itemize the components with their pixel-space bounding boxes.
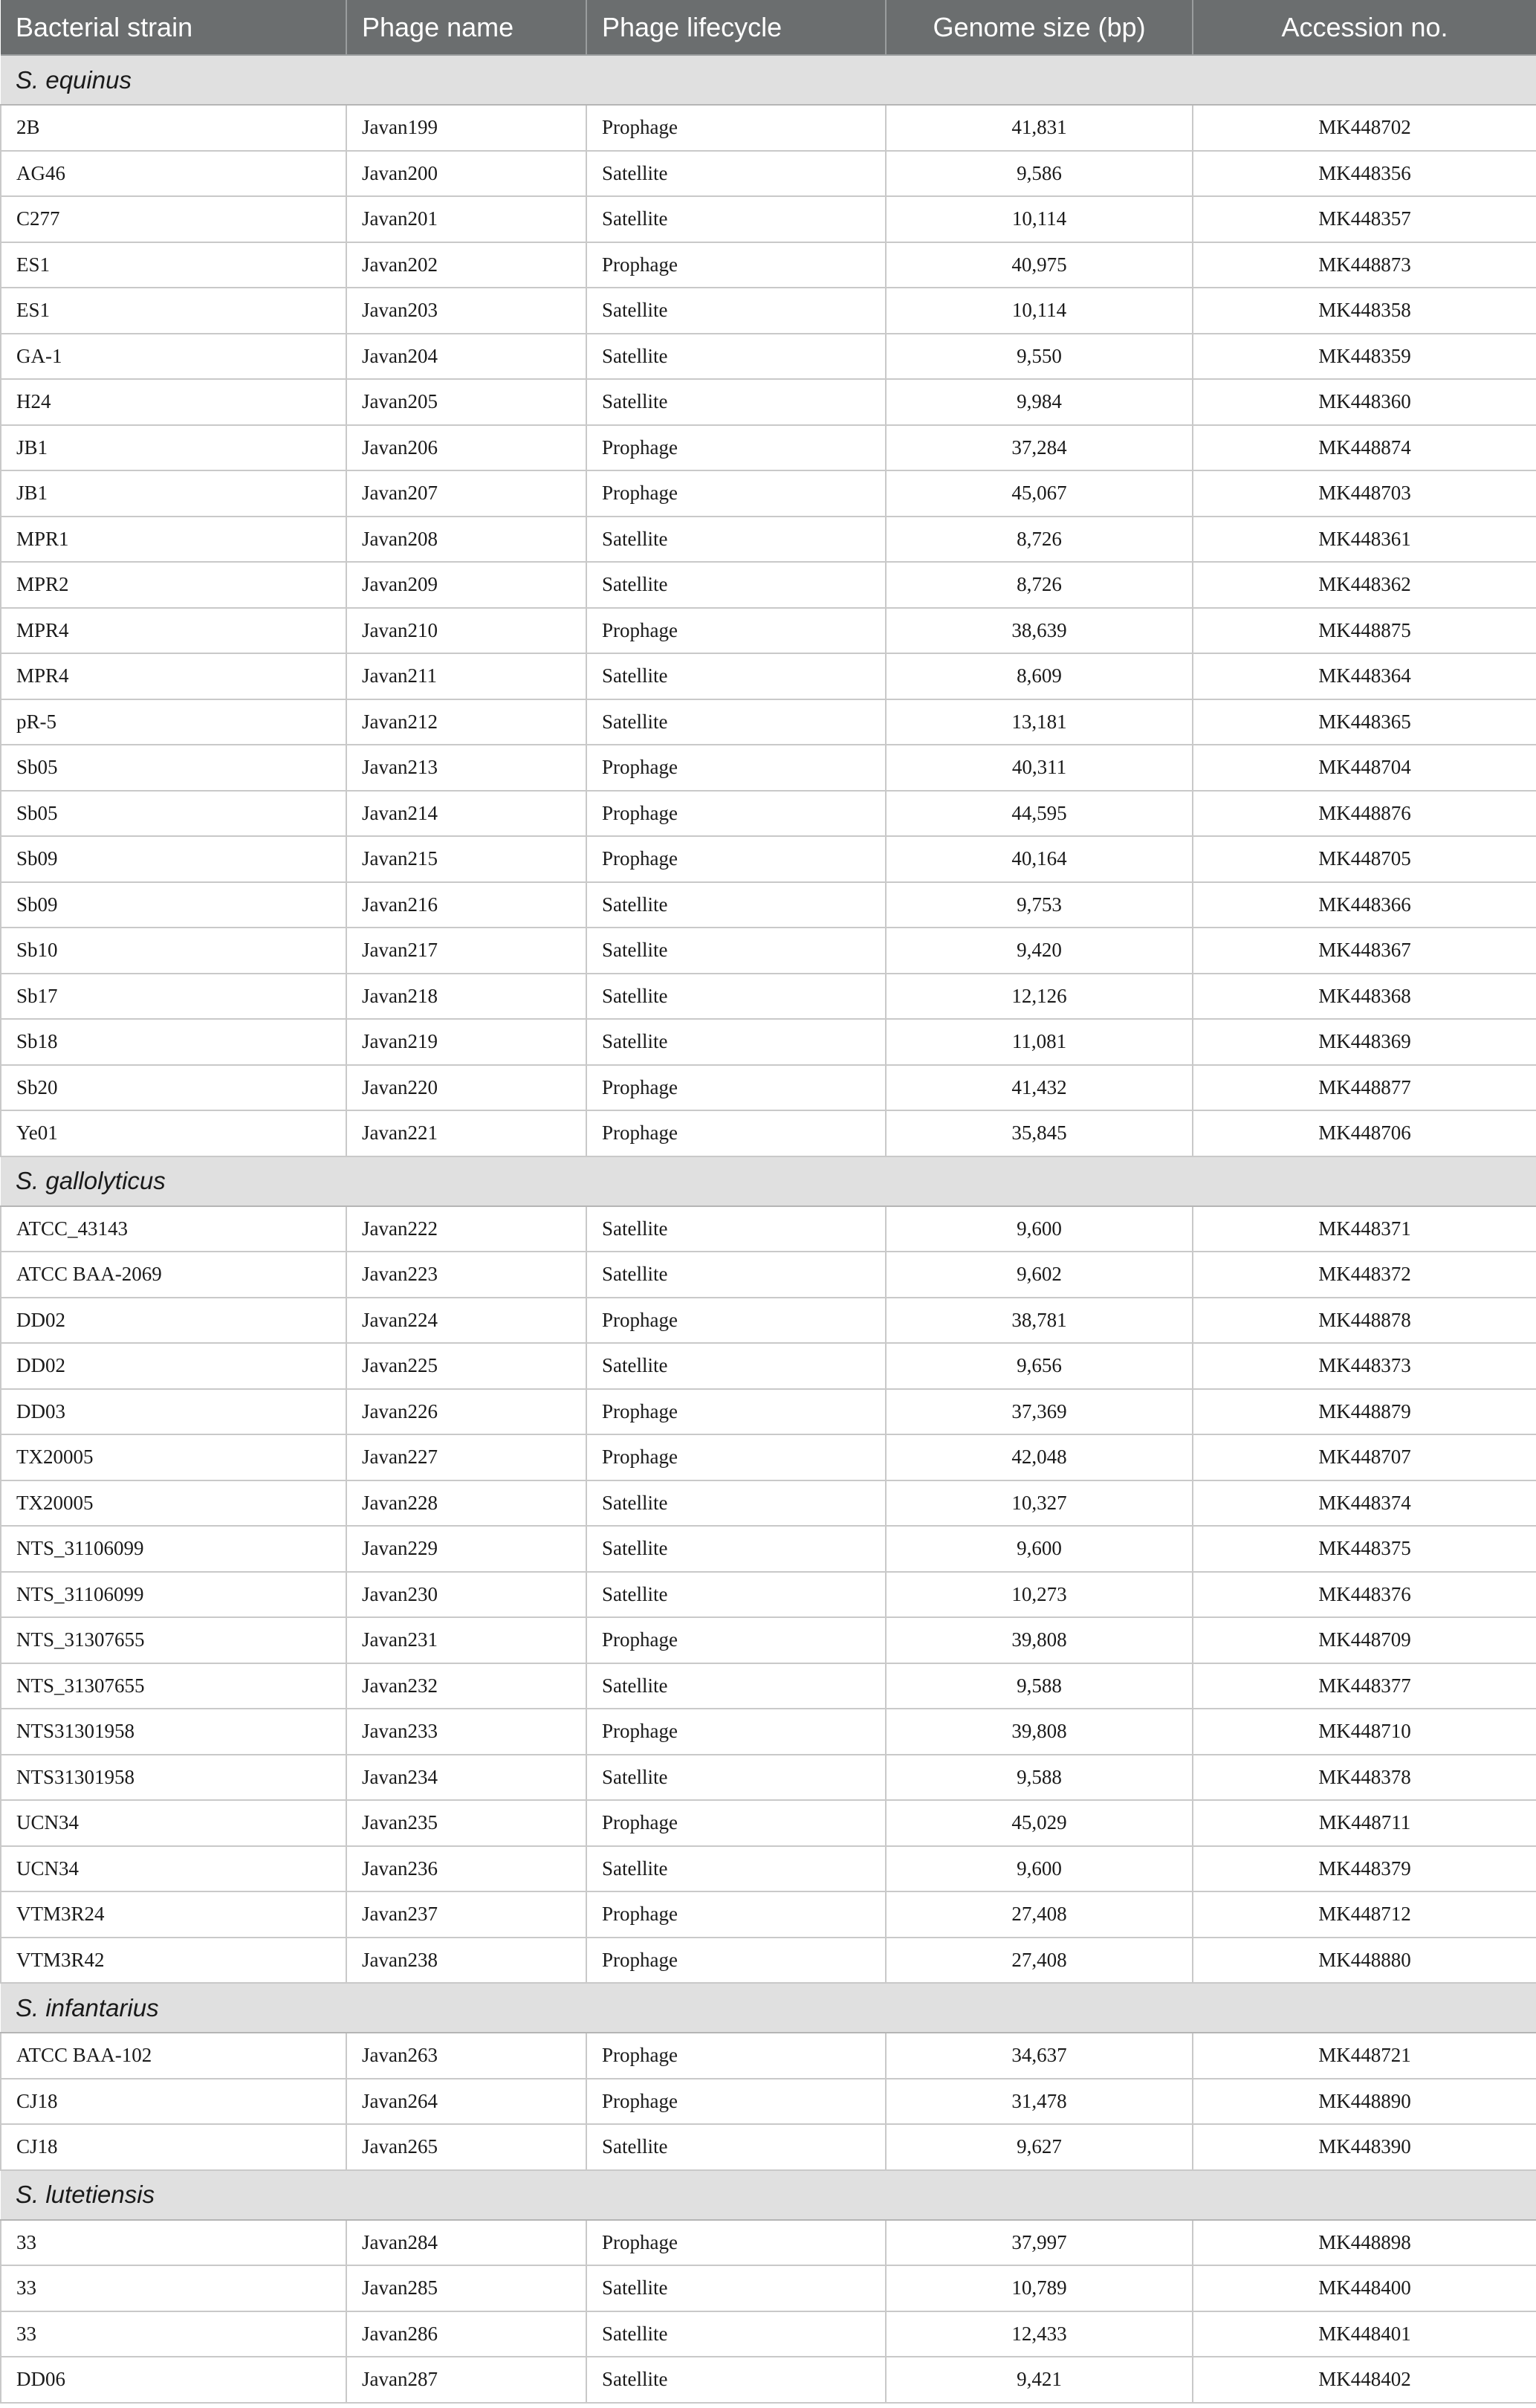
table-row [1,1617,1536,1663]
cell-phage-name: Javan216 [346,882,586,928]
table-row [1,1846,1536,1892]
cell-phage-name: Javan208 [346,517,586,563]
cell-phage-lifecycle: Prophage [586,1709,886,1755]
cell-bacterial-strain: ES1 [1,288,346,334]
cell-genome-size: 9,600 [886,1206,1193,1252]
cell-genome-size: 9,588 [886,1663,1193,1709]
cell-phage-lifecycle: Prophage [586,1800,886,1846]
table-row [1,2357,1536,2403]
cell-phage-name: Javan264 [346,2079,586,2125]
cell-genome-size: 41,432 [886,1065,1193,1111]
table-row [1,379,1536,425]
cell-phage-lifecycle: Prophage [586,745,886,791]
table-row [1,2220,1536,2266]
cell-genome-size: 40,975 [886,242,1193,288]
cell-bacterial-strain: C277 [1,196,346,242]
cell-bacterial-strain: TX20005 [1,1434,346,1480]
cell-genome-size: 9,550 [886,334,1193,380]
table-row [1,242,1536,288]
cell-accession-no: MK448367 [1193,928,1536,974]
cell-accession-no: MK448712 [1193,1891,1536,1938]
cell-accession-no: MK448875 [1193,608,1536,654]
cell-phage-name: Javan231 [346,1617,586,1663]
table-row [1,1572,1536,1618]
cell-phage-lifecycle: Prophage [586,425,886,471]
cell-genome-size: 37,997 [886,2220,1193,2266]
table-row [1,105,1536,151]
cell-accession-no: MK448709 [1193,1617,1536,1663]
cell-accession-no: MK448374 [1193,1480,1536,1527]
table-row [1,1434,1536,1480]
cell-accession-no: MK448364 [1193,653,1536,699]
cell-genome-size: 37,284 [886,425,1193,471]
cell-phage-name: Javan224 [346,1298,586,1344]
cell-genome-size: 9,602 [886,1252,1193,1298]
table-row [1,928,1536,974]
cell-phage-name: Javan203 [346,288,586,334]
cell-bacterial-strain: MPR4 [1,653,346,699]
cell-phage-lifecycle: Satellite [586,1019,886,1065]
cell-phage-name: Javan237 [346,1891,586,1938]
cell-bacterial-strain: NTS_31307655 [1,1617,346,1663]
cell-bacterial-strain: Sb17 [1,974,346,1020]
cell-bacterial-strain: NTS31301958 [1,1755,346,1801]
cell-genome-size: 45,067 [886,470,1193,517]
cell-phage-name: Javan212 [346,699,586,745]
cell-accession-no: MK448710 [1193,1709,1536,1755]
cell-bacterial-strain: Sb20 [1,1065,346,1111]
cell-phage-lifecycle: Prophage [586,105,886,151]
cell-genome-size: 9,588 [886,1755,1193,1801]
cell-genome-size: 10,789 [886,2265,1193,2311]
cell-phage-lifecycle: Satellite [586,2357,886,2403]
cell-phage-lifecycle: Satellite [586,1755,886,1801]
table-body [1,55,1536,2403]
cell-bacterial-strain: VTM3R24 [1,1891,346,1938]
cell-accession-no: MK448378 [1193,1755,1536,1801]
cell-phage-lifecycle: Satellite [586,288,886,334]
table-row [1,836,1536,882]
table-row [1,1891,1536,1938]
cell-phage-name: Javan220 [346,1065,586,1111]
table-row [1,608,1536,654]
cell-phage-lifecycle: Satellite [586,1343,886,1389]
cell-accession-no: MK448377 [1193,1663,1536,1709]
cell-phage-name: Javan238 [346,1938,586,1984]
cell-phage-lifecycle: Satellite [586,699,886,745]
cell-bacterial-strain: CJ18 [1,2079,346,2125]
group-species-label: S. gallolyticus [1,1156,1536,1206]
cell-accession-no: MK448373 [1193,1343,1536,1389]
cell-bacterial-strain: NTS_31106099 [1,1526,346,1572]
cell-accession-no: MK448360 [1193,379,1536,425]
header-bacterial-strain: Bacterial strain [1,0,346,55]
cell-phage-lifecycle: Satellite [586,562,886,608]
cell-phage-lifecycle: Satellite [586,882,886,928]
cell-phage-lifecycle: Satellite [586,1663,886,1709]
cell-genome-size: 27,408 [886,1938,1193,1984]
table-row [1,1065,1536,1111]
cell-phage-name: Javan201 [346,196,586,242]
table-row [1,1298,1536,1344]
cell-genome-size: 9,600 [886,1526,1193,1572]
cell-phage-name: Javan221 [346,1110,586,1156]
table-row [1,517,1536,563]
cell-phage-lifecycle: Satellite [586,928,886,974]
cell-bacterial-strain: ATCC BAA-2069 [1,1252,346,1298]
cell-genome-size: 12,126 [886,974,1193,1020]
cell-phage-name: Javan206 [346,425,586,471]
cell-genome-size: 9,984 [886,379,1193,425]
cell-phage-name: Javan265 [346,2124,586,2170]
cell-accession-no: MK448721 [1193,2033,1536,2079]
cell-bacterial-strain: DD06 [1,2357,346,2403]
cell-genome-size: 10,114 [886,288,1193,334]
cell-phage-name: Javan219 [346,1019,586,1065]
cell-phage-name: Javan232 [346,1663,586,1709]
cell-accession-no: MK448402 [1193,2357,1536,2403]
cell-bacterial-strain: JB1 [1,425,346,471]
cell-accession-no: MK448890 [1193,2079,1536,2125]
cell-genome-size: 40,311 [886,745,1193,791]
cell-genome-size: 41,831 [886,105,1193,151]
cell-accession-no: MK448376 [1193,1572,1536,1618]
header-phage-name: Phage name [346,0,586,55]
cell-phage-name: Javan226 [346,1389,586,1435]
cell-phage-lifecycle: Satellite [586,1572,886,1618]
group-species-label: S. infantarius [1,1983,1536,2033]
cell-phage-lifecycle: Satellite [586,2124,886,2170]
header-accession-no: Accession no. [1193,0,1536,55]
cell-accession-no: MK448362 [1193,562,1536,608]
cell-genome-size: 10,327 [886,1480,1193,1527]
cell-accession-no: MK448704 [1193,745,1536,791]
cell-bacterial-strain: AG46 [1,151,346,197]
cell-phage-name: Javan199 [346,105,586,151]
cell-accession-no: MK448365 [1193,699,1536,745]
cell-genome-size: 37,369 [886,1389,1193,1435]
cell-phage-name: Javan233 [346,1709,586,1755]
cell-accession-no: MK448711 [1193,1800,1536,1846]
cell-phage-lifecycle: Prophage [586,470,886,517]
table-row [1,1709,1536,1755]
table-row [1,882,1536,928]
cell-phage-lifecycle: Satellite [586,196,886,242]
cell-bacterial-strain: UCN34 [1,1800,346,1846]
cell-genome-size: 8,726 [886,517,1193,563]
cell-bacterial-strain: NTS31301958 [1,1709,346,1755]
cell-phage-name: Javan263 [346,2033,586,2079]
cell-phage-lifecycle: Satellite [586,2311,886,2357]
cell-phage-lifecycle: Prophage [586,1617,886,1663]
group-row [1,1156,1536,1206]
cell-bacterial-strain: DD02 [1,1343,346,1389]
cell-bacterial-strain: TX20005 [1,1480,346,1527]
table-row [1,288,1536,334]
table-row [1,1526,1536,1572]
cell-genome-size: 9,656 [886,1343,1193,1389]
cell-phage-lifecycle: Prophage [586,2033,886,2079]
cell-bacterial-strain: 33 [1,2220,346,2266]
cell-bacterial-strain: Sb18 [1,1019,346,1065]
group-species-label: S. lutetiensis [1,2170,1536,2220]
cell-phage-lifecycle: Prophage [586,1434,886,1480]
cell-phage-lifecycle: Satellite [586,974,886,1020]
cell-genome-size: 13,181 [886,699,1193,745]
table-row [1,1800,1536,1846]
table-row [1,1206,1536,1252]
cell-phage-lifecycle: Satellite [586,1846,886,1892]
cell-phage-name: Javan211 [346,653,586,699]
cell-bacterial-strain: NTS_31307655 [1,1663,346,1709]
cell-accession-no: MK448706 [1193,1110,1536,1156]
cell-accession-no: MK448357 [1193,196,1536,242]
cell-phage-lifecycle: Satellite [586,1252,886,1298]
table-row [1,151,1536,197]
cell-phage-name: Javan213 [346,745,586,791]
table-row [1,1110,1536,1156]
cell-accession-no: MK448358 [1193,288,1536,334]
cell-phage-lifecycle: Satellite [586,151,886,197]
cell-genome-size: 45,029 [886,1800,1193,1846]
cell-phage-lifecycle: Prophage [586,791,886,837]
header-genome-size: Genome size (bp) [886,0,1193,55]
cell-phage-lifecycle: Prophage [586,1110,886,1156]
table-row [1,2033,1536,2079]
table-row [1,470,1536,517]
table-row [1,974,1536,1020]
cell-bacterial-strain: MPR2 [1,562,346,608]
table-row [1,1252,1536,1298]
table-row [1,2124,1536,2170]
cell-phage-lifecycle: Prophage [586,2079,886,2125]
cell-phage-name: Javan228 [346,1480,586,1527]
cell-bacterial-strain: Ye01 [1,1110,346,1156]
cell-phage-name: Javan287 [346,2357,586,2403]
cell-bacterial-strain: Sb10 [1,928,346,974]
cell-accession-no: MK448372 [1193,1252,1536,1298]
cell-phage-lifecycle: Satellite [586,517,886,563]
cell-phage-name: Javan205 [346,379,586,425]
cell-bacterial-strain: H24 [1,379,346,425]
cell-phage-lifecycle: Prophage [586,1891,886,1938]
cell-accession-no: MK448390 [1193,2124,1536,2170]
cell-bacterial-strain: MPR1 [1,517,346,563]
cell-phage-name: Javan214 [346,791,586,837]
cell-genome-size: 27,408 [886,1891,1193,1938]
cell-phage-name: Javan209 [346,562,586,608]
cell-bacterial-strain: 2B [1,105,346,151]
cell-bacterial-strain: CJ18 [1,2124,346,2170]
cell-phage-name: Javan215 [346,836,586,882]
group-species-label: S. equinus [1,55,1536,105]
cell-genome-size: 8,609 [886,653,1193,699]
cell-accession-no: MK448873 [1193,242,1536,288]
cell-accession-no: MK448401 [1193,2311,1536,2357]
cell-accession-no: MK448368 [1193,974,1536,1020]
cell-accession-no: MK448898 [1193,2220,1536,2266]
cell-bacterial-strain: ES1 [1,242,346,288]
cell-accession-no: MK448703 [1193,470,1536,517]
cell-accession-no: MK448878 [1193,1298,1536,1344]
table-row [1,2265,1536,2311]
cell-genome-size: 10,114 [886,196,1193,242]
cell-accession-no: MK448707 [1193,1434,1536,1480]
cell-accession-no: MK448874 [1193,425,1536,471]
cell-phage-name: Javan210 [346,608,586,654]
cell-genome-size: 34,637 [886,2033,1193,2079]
cell-phage-name: Javan234 [346,1755,586,1801]
cell-phage-name: Javan230 [346,1572,586,1618]
table-row [1,791,1536,837]
cell-accession-no: MK448375 [1193,1526,1536,1572]
cell-accession-no: MK448705 [1193,836,1536,882]
cell-phage-name: Javan217 [346,928,586,974]
header-phage-lifecycle: Phage lifecycle [586,0,886,55]
cell-genome-size: 9,753 [886,882,1193,928]
cell-phage-lifecycle: Satellite [586,334,886,380]
cell-genome-size: 40,164 [886,836,1193,882]
table-row [1,425,1536,471]
cell-phage-name: Javan229 [346,1526,586,1572]
cell-phage-lifecycle: Prophage [586,1065,886,1111]
table-row [1,334,1536,380]
cell-phage-lifecycle: Prophage [586,836,886,882]
cell-accession-no: MK448356 [1193,151,1536,197]
cell-phage-lifecycle: Satellite [586,1206,886,1252]
cell-genome-size: 11,081 [886,1019,1193,1065]
table-row [1,653,1536,699]
cell-bacterial-strain: Sb05 [1,745,346,791]
cell-phage-lifecycle: Prophage [586,1298,886,1344]
cell-phage-name: Javan235 [346,1800,586,1846]
cell-genome-size: 38,781 [886,1298,1193,1344]
cell-genome-size: 44,595 [886,791,1193,837]
group-row [1,2170,1536,2220]
cell-phage-lifecycle: Satellite [586,379,886,425]
cell-bacterial-strain: GA-1 [1,334,346,380]
cell-accession-no: MK448366 [1193,882,1536,928]
cell-genome-size: 9,586 [886,151,1193,197]
table-header [1,0,1536,55]
cell-bacterial-strain: Sb05 [1,791,346,837]
table-row [1,562,1536,608]
cell-genome-size: 31,478 [886,2079,1193,2125]
cell-phage-name: Javan202 [346,242,586,288]
table-row [1,1938,1536,1984]
cell-bacterial-strain: ATCC_43143 [1,1206,346,1252]
table-row [1,2079,1536,2125]
cell-bacterial-strain: DD02 [1,1298,346,1344]
cell-accession-no: MK448359 [1193,334,1536,380]
cell-bacterial-strain: DD03 [1,1389,346,1435]
cell-bacterial-strain: NTS_31106099 [1,1572,346,1618]
table-row [1,699,1536,745]
table-row [1,1389,1536,1435]
cell-phage-lifecycle: Prophage [586,1938,886,1984]
cell-phage-name: Javan225 [346,1343,586,1389]
cell-accession-no: MK448371 [1193,1206,1536,1252]
cell-phage-name: Javan200 [346,151,586,197]
table-row [1,1019,1536,1065]
cell-phage-lifecycle: Satellite [586,2265,886,2311]
cell-genome-size: 39,808 [886,1617,1193,1663]
cell-accession-no: MK448361 [1193,517,1536,563]
cell-phage-name: Javan285 [346,2265,586,2311]
cell-genome-size: 42,048 [886,1434,1193,1480]
cell-bacterial-strain: 33 [1,2311,346,2357]
cell-accession-no: MK448400 [1193,2265,1536,2311]
cell-bacterial-strain: Sb09 [1,882,346,928]
cell-genome-size: 9,420 [886,928,1193,974]
table-row [1,1343,1536,1389]
cell-genome-size: 12,433 [886,2311,1193,2357]
cell-bacterial-strain: 33 [1,2265,346,2311]
cell-genome-size: 38,639 [886,608,1193,654]
group-row [1,55,1536,105]
cell-accession-no: MK448879 [1193,1389,1536,1435]
cell-phage-lifecycle: Satellite [586,1480,886,1527]
cell-phage-name: Javan218 [346,974,586,1020]
cell-genome-size: 35,845 [886,1110,1193,1156]
cell-genome-size: 39,808 [886,1709,1193,1755]
table-row [1,1663,1536,1709]
table-row [1,1480,1536,1527]
cell-genome-size: 8,726 [886,562,1193,608]
cell-phage-name: Javan227 [346,1434,586,1480]
cell-phage-name: Javan207 [346,470,586,517]
cell-phage-lifecycle: Prophage [586,1389,886,1435]
cell-phage-lifecycle: Prophage [586,242,886,288]
cell-phage-name: Javan284 [346,2220,586,2266]
cell-accession-no: MK448702 [1193,105,1536,151]
cell-bacterial-strain: pR-5 [1,699,346,745]
cell-genome-size: 9,627 [886,2124,1193,2170]
cell-genome-size: 10,273 [886,1572,1193,1618]
table-row [1,196,1536,242]
cell-bacterial-strain: ATCC BAA-102 [1,2033,346,2079]
cell-phage-name: Javan286 [346,2311,586,2357]
cell-phage-name: Javan236 [346,1846,586,1892]
cell-bacterial-strain: MPR4 [1,608,346,654]
cell-accession-no: MK448369 [1193,1019,1536,1065]
cell-genome-size: 9,600 [886,1846,1193,1892]
cell-bacterial-strain: UCN34 [1,1846,346,1892]
table-row [1,1755,1536,1801]
cell-phage-name: Javan223 [346,1252,586,1298]
cell-accession-no: MK448876 [1193,791,1536,837]
cell-phage-lifecycle: Satellite [586,653,886,699]
cell-phage-name: Javan204 [346,334,586,380]
cell-phage-lifecycle: Prophage [586,608,886,654]
cell-phage-lifecycle: Prophage [586,2220,886,2266]
cell-genome-size: 9,421 [886,2357,1193,2403]
cell-bacterial-strain: Sb09 [1,836,346,882]
table-row [1,2311,1536,2357]
cell-phage-name: Javan222 [346,1206,586,1252]
cell-accession-no: MK448877 [1193,1065,1536,1111]
cell-accession-no: MK448379 [1193,1846,1536,1892]
cell-accession-no: MK448880 [1193,1938,1536,1984]
group-row [1,1983,1536,2033]
cell-phage-lifecycle: Satellite [586,1526,886,1572]
header-row [1,0,1536,55]
cell-bacterial-strain: JB1 [1,470,346,517]
table-row [1,745,1536,791]
cell-bacterial-strain: VTM3R42 [1,1938,346,1984]
